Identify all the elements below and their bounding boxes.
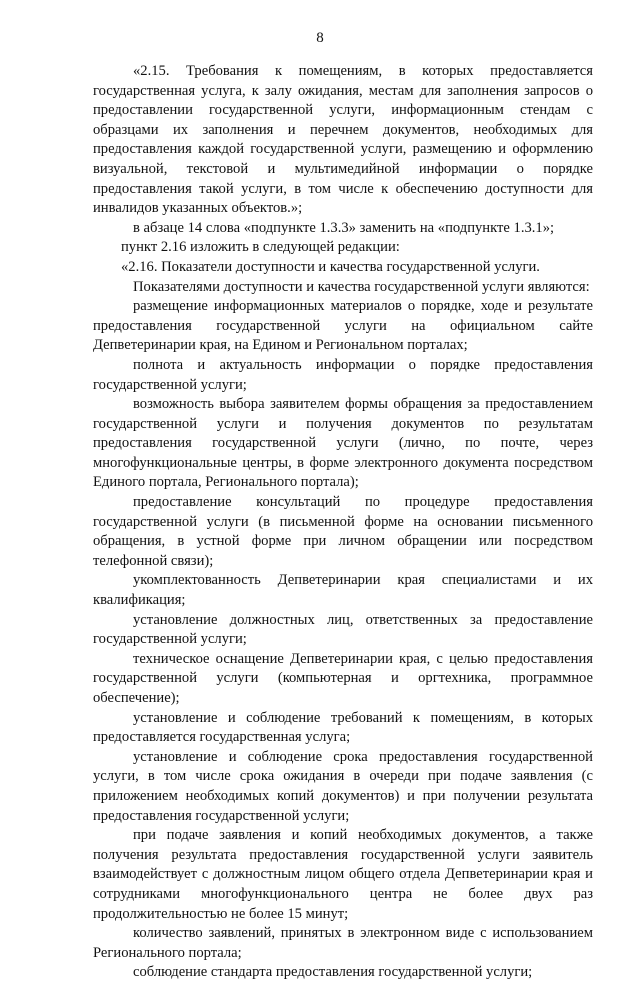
paragraph-indicators-intro: Показателями доступности и качества государственной услуги являются: bbox=[133, 278, 590, 295]
list-item: установление и соблюдение требований к помещениям, в которых предоставляется государственная услуга; bbox=[93, 709, 593, 746]
paragraph-2-16-title: «2.16. Показатели доступности и качества государственной услуги. bbox=[121, 258, 540, 275]
list-item: при подаче заявления и копий необходимых документов, а также получения результата предоставления государственной услуги заявитель взаимодействует с должностным лицом общего отдела Депветеринарии края и сотрудниками многофункционального центра не более двух раз продолжительностью не более 15 минут; bbox=[93, 827, 593, 922]
page-number: 8 bbox=[316, 30, 324, 46]
document-body bbox=[93, 62, 593, 983]
paragraph-amend-2-16: пункт 2.16 изложить в следующей редакции: bbox=[121, 239, 400, 256]
list-item: количество заявлений, принятых в электронном виде с использованием Регионального портала; bbox=[93, 925, 593, 961]
paragraph-2-15: «2.15. Требования к помещениям, в которых предоставляется государственная услуга, к залу ожидания, местам для заполнения запросов о предоставлении государственной услуги, информационным стендам с образцами их заполнения и перечнем документов, необходимых для предоставления каждой государственной услуги, размещению и оформлению визуальной, текстовой и мультимедийной информации о порядке предоставления такой услуги, в том числе к обеспечению доступности для инвалидов указанных объектов.»; bbox=[93, 63, 593, 217]
list-item: размещение информационных материалов о порядке, ходе и результате предоставления государственной услуги на официальном сайте Депветеринарии края, на Едином и Региональном порталах; bbox=[93, 298, 593, 354]
list-item: укомплектованность Депветеринарии края специалистами и их квалификация; bbox=[93, 572, 593, 609]
list-item: полнота и актуальность информации о порядке предоставления государственной услуги; bbox=[93, 356, 593, 393]
list-item: соблюдение стандарта предоставления государственной услуги; bbox=[133, 964, 533, 981]
list-item: возможность выбора заявителем формы обращения за предоставлением государственной услуги и получения документов по результатам предоставления государственной услуги (лично, по почте, через многофункциональные центры, в форме электронного документа посредством Единого портала, Регионального портала); bbox=[93, 396, 593, 491]
list-item: предоставление консультаций по процедуре предоставления государственной услуги (в письменной форме на основании письменного обращения, в устной форме при личном обращении или посредством телефонной связи); bbox=[93, 494, 593, 569]
paragraph-amend-abzac-14: в абзаце 14 слова «подпункте 1.3.3» заменить на «подпункте 1.3.1»; bbox=[133, 219, 555, 236]
list-item: установление должностных лиц, ответственных за предоставление государственной услуги; bbox=[93, 611, 593, 648]
list-item: установление и соблюдение срока предоставления государственной услуги, в том числе срока ожидания в очереди при подаче заявления (с приложением необходимых копий документов) и при получении результата предоставления государственной услуги; bbox=[93, 748, 593, 824]
list-item: техническое оснащение Депветеринарии края, с целью предоставления государственной услуги (компьютерная и оргтехника, программное обеспечение); bbox=[93, 650, 593, 706]
